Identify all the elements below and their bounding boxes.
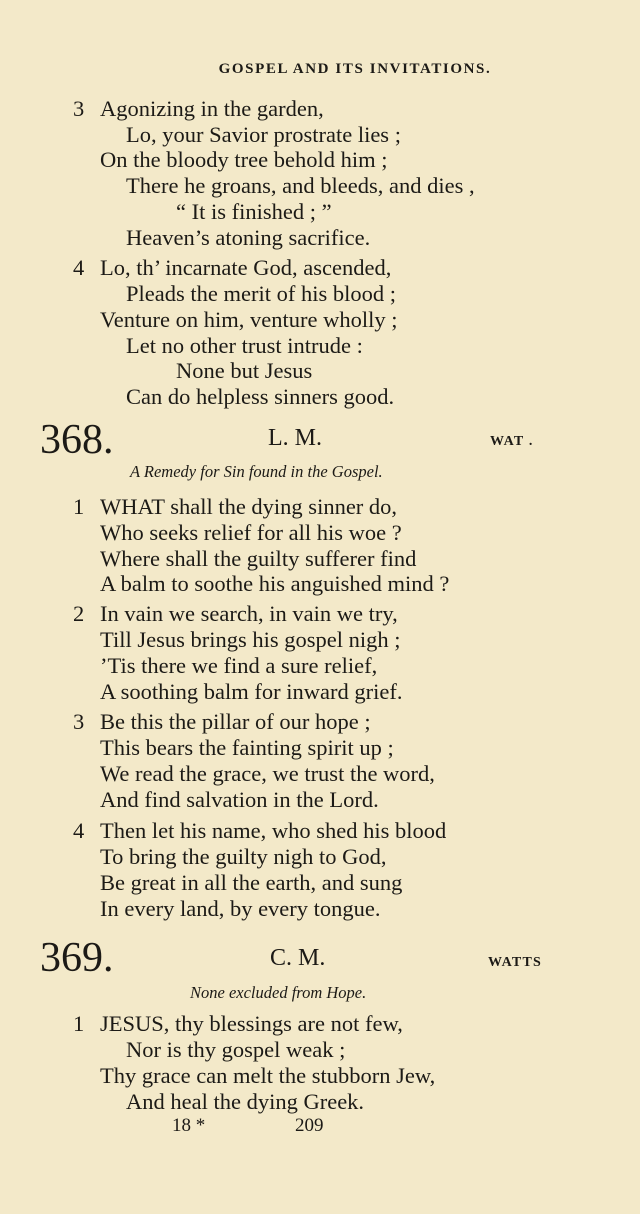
verse-line: Heaven’s atoning sacrifice. [126,225,371,250]
verse-line: We read the grace, we trust the word, [100,761,435,786]
verse-line: “ It is finished ; ” [176,199,332,224]
hymn-number: 368. [40,417,114,463]
verse-line: A soothing balm for inward grief. [100,679,403,704]
verse-line: Agonizing in the garden, [100,96,324,121]
stanza-number: 1 [73,1011,85,1036]
verse-line: This bears the fainting spirit up ; [100,735,394,760]
verse-line: On the bloody tree behold him ; [100,147,388,172]
verse-line: Lo, th’ incarnate God, ascended, [100,255,392,280]
verse-line: Nor is thy gospel weak ; [126,1037,346,1062]
verse-line: And heal the dying Greek. [126,1089,365,1114]
verse-line: In every land, by every tongue. [100,896,381,921]
verse-line: Be great in all the earth, and sung [100,870,403,895]
verse-line: ’Tis there we find a sure relief, [100,653,378,678]
verse-line: Lo, your Savior prostrate lies ; [126,122,401,147]
verse-line: None but Jesus [176,358,313,383]
verse-line: Be this the pillar of our hope ; [100,709,371,734]
stanza-number: 4 [73,818,85,843]
verse-line: Can do helpless sinners good. [126,384,395,409]
hymn-meter: C. M. [270,945,326,971]
verse-line: Then let his name, who shed his blood [100,818,447,843]
verse-line: Thy grace can melt the stubborn Jew, [100,1063,436,1088]
verse-line: Venture on him, venture wholly ; [100,307,398,332]
signature-mark: 18 * [172,1115,206,1136]
verse-line: Who seeks relief for all his woe ? [100,520,402,545]
stanza-number: 3 [73,709,85,734]
stanza-number: 2 [73,601,85,626]
verse-line: Till Jesus brings his gospel nigh ; [100,627,401,652]
running-header: GOSPEL AND ITS INVITATIONS. [218,61,492,77]
hymn-subtitle: A Remedy for Sin found in the Gospel. [130,462,383,481]
verse-line: Pleads the merit of his blood ; [126,281,396,306]
verse-line: JESUS, thy blessings are not few, [100,1011,403,1036]
hymn-author: WAT . [490,434,534,449]
verse-line: Let no other trust intrude : [126,333,363,358]
hymn-meter: L. M. [268,425,322,451]
page-number: 209 [295,1115,324,1136]
stanza-number: 3 [73,96,85,121]
hymn-number: 369. [40,935,114,981]
verse-line: And find salvation in the Lord. [100,787,379,812]
hymn-author: WATTS [488,955,542,970]
hymn-subtitle: None excluded from Hope. [190,983,367,1002]
stanza-number: 1 [73,494,85,519]
verse-line: Where shall the guilty sufferer find [100,546,417,571]
verse-line: WHAT shall the dying sinner do, [100,494,398,519]
verse-line: A balm to soothe his anguished mind ? [100,571,450,596]
verse-line: In vain we search, in vain we try, [100,601,398,626]
verse-line: There he groans, and bleeds, and dies , [126,173,475,198]
verse-line: To bring the guilty nigh to God, [100,844,387,869]
stanza-number: 4 [73,255,85,280]
